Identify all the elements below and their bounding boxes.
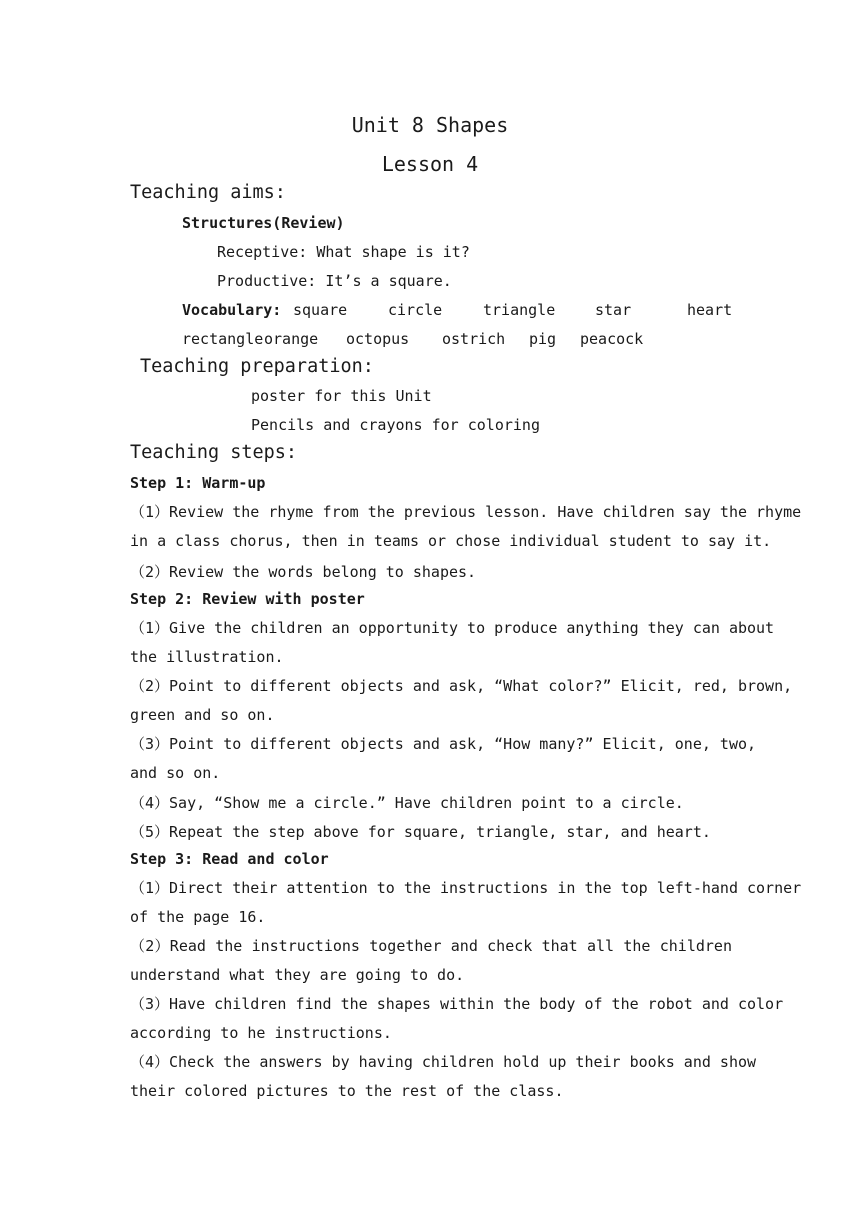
step1-paragraph-2: （2）Review the words belong to shapes. (130, 563, 477, 581)
aims-heading: Teaching aims: (130, 182, 286, 203)
step2-paragraph-1 (130, 614, 775, 672)
receptive-line: Receptive: What shape is it? (217, 243, 470, 261)
step3-paragraph-2 (130, 932, 732, 990)
paragraph-line: of the page 16. (130, 908, 266, 926)
paragraph-line: （1）Direct their attention to the instructions in the top left-hand corner (130, 879, 802, 897)
paragraph-line: according to he instructions. (130, 1024, 392, 1042)
structures-label: Structures(Review) (182, 214, 345, 232)
step2-paragraph-3 (130, 730, 757, 788)
preparation-item: poster for this Unit (251, 387, 432, 405)
step2-paragraph-5: （5）Repeat the step above for square, triangle, star, and heart. (130, 823, 711, 841)
step1-paragraph-1 (130, 498, 802, 556)
step2-title: Step 2: Review with poster (130, 590, 365, 608)
document-title: Unit 8 Shapes (351, 113, 509, 137)
vocab-word: orange (264, 330, 319, 348)
step3-paragraph-1 (130, 874, 802, 932)
paragraph-line: （3）Point to different objects and ask, “How many?” Elicit, one, two, (130, 735, 757, 753)
vocab-word: square (293, 301, 348, 319)
step2-paragraph-2 (130, 672, 793, 730)
productive-line: Productive: It’s a square. (217, 272, 452, 290)
paragraph-line: （1）Review the rhyme from the previous lesson. Have children say the rhyme (130, 503, 802, 521)
vocab-word: peacock (580, 330, 644, 348)
step1-title: Step 1: Warm-up (130, 474, 266, 492)
vocab-word: octopus (346, 330, 410, 348)
paragraph-line: （1）Give the children an opportunity to produce anything they can about (130, 619, 775, 637)
vocab-word: star (595, 301, 632, 319)
step3-paragraph-3 (130, 990, 784, 1048)
steps-heading: Teaching steps: (130, 442, 298, 463)
vocab-word: heart (687, 301, 733, 319)
vocab-word: circle (388, 301, 443, 319)
vocab-word: triangle (483, 301, 556, 319)
paragraph-line: （4）Check the answers by having children hold up their books and show (130, 1053, 757, 1071)
vocab-word: rectangle (182, 330, 264, 348)
vocabulary-label: Vocabulary: (182, 301, 282, 319)
lesson-title: Lesson 4 (381, 152, 479, 176)
step2-paragraph-4: （4）Say, “Show me a circle.” Have children point to a circle. (130, 794, 684, 812)
paragraph-line: understand what they are going to do. (130, 966, 465, 984)
paragraph-line: green and so on. (130, 706, 275, 724)
preparation-heading: Teaching preparation: (140, 356, 374, 377)
paragraph-line: （2）Point to different objects and ask, “What color?” Elicit, red, brown, (130, 677, 793, 695)
step3-title: Step 3: Read and color (130, 850, 329, 868)
paragraph-line: （2）Read the instructions together and check that all the children (130, 937, 732, 955)
preparation-item: Pencils and crayons for coloring (251, 416, 540, 434)
paragraph-line: and so on. (130, 764, 221, 782)
vocab-word: pig (529, 330, 557, 348)
vocab-word: ostrich (442, 330, 506, 348)
paragraph-line: （3）Have children find the shapes within the body of the robot and color (130, 995, 784, 1013)
paragraph-line: in a class chorus, then in teams or chose individual student to say it. (130, 532, 772, 550)
step3-paragraph-4 (130, 1048, 757, 1106)
paragraph-line: the illustration. (130, 648, 284, 666)
paragraph-line: their colored pictures to the rest of the class. (130, 1082, 564, 1100)
